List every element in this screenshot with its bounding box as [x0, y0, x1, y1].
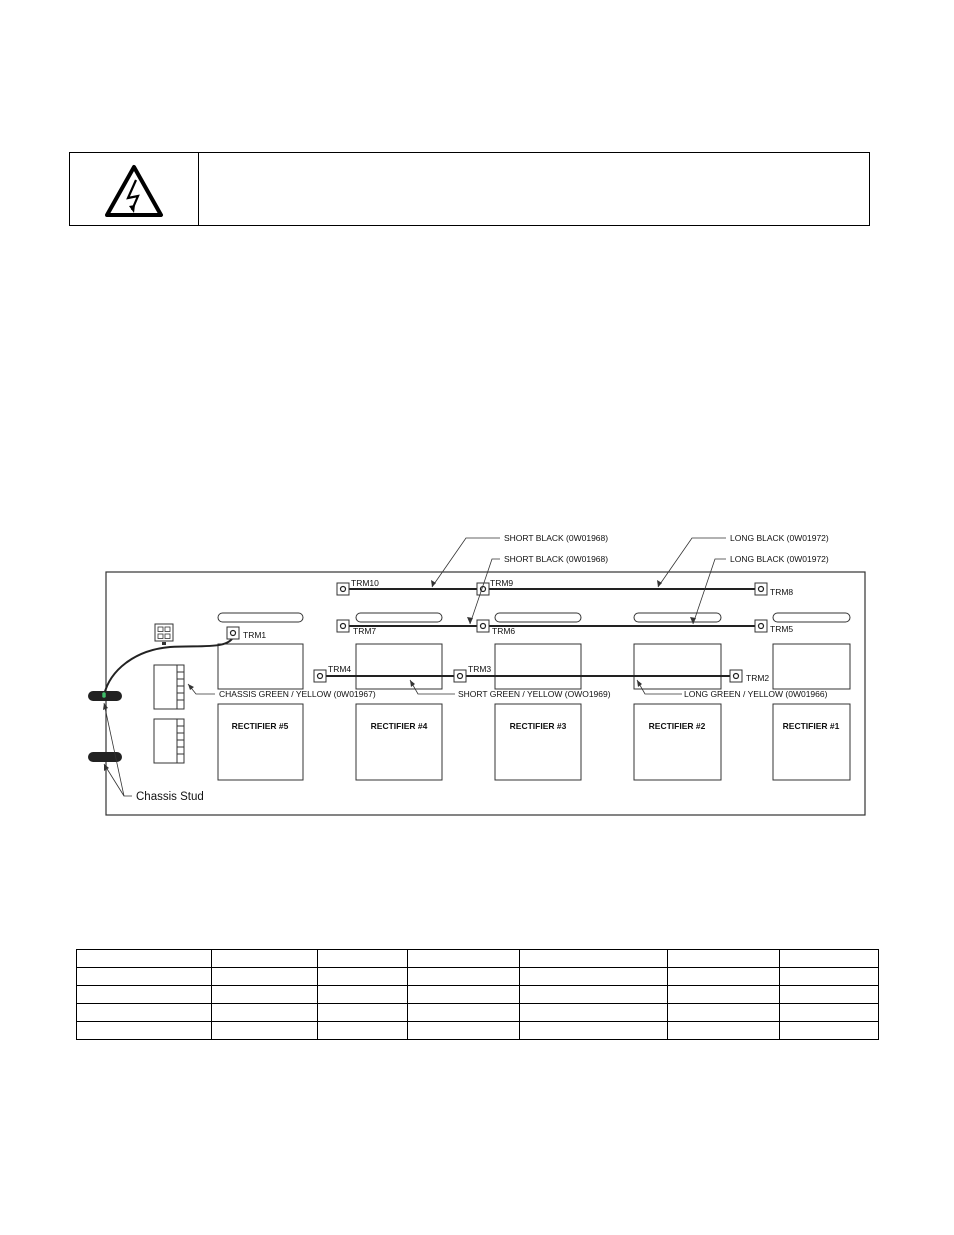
rectifier-1-box [773, 704, 850, 780]
rectifier-3-box [495, 704, 581, 780]
table-row [77, 1022, 879, 1040]
warning-icon-cell [70, 153, 199, 225]
rectifier-2-label: RECTIFIER #2 [648, 721, 706, 731]
callout-chassis-green-yellow: CHASSIS GREEN / YELLOW (0W01967) [219, 689, 376, 699]
bus-slot-4 [356, 613, 442, 622]
trm6-label: TRM6 [492, 626, 516, 636]
trm2-label: TRM2 [746, 673, 770, 683]
rectifier-wiring-diagram [0, 500, 954, 830]
empty-table [76, 949, 879, 1040]
terminal-strip-upper [154, 665, 184, 709]
callout-short-green-yellow: SHORT GREEN / YELLOW (OWO1969) [458, 689, 611, 699]
bus-slot-2 [634, 613, 721, 622]
bus-slot-3 [495, 613, 581, 622]
upper-compartment-5 [218, 644, 303, 689]
rectifier-3-label: RECTIFIER #3 [509, 721, 567, 731]
chassis-stud-lower [88, 752, 122, 762]
callout-short-black-mid: SHORT BLACK (0W01968) [504, 554, 609, 564]
upper-compartment-3 [495, 644, 581, 689]
trm10-label: TRM10 [351, 578, 379, 588]
high-voltage-icon [103, 163, 165, 219]
table-row [77, 950, 879, 968]
table-row [77, 968, 879, 986]
rectifier-4-label: RECTIFIER #4 [370, 721, 428, 731]
rectifier-5-box [218, 704, 303, 780]
table-row [77, 1004, 879, 1022]
trm8-label: TRM8 [770, 587, 794, 597]
rectifier-1-label: RECTIFIER #1 [782, 721, 840, 731]
upper-compartment-1 [773, 644, 850, 689]
warning-box [69, 152, 870, 226]
warning-text [199, 153, 869, 225]
upper-compartment-4 [356, 644, 442, 689]
rectifier-4-box [356, 704, 442, 780]
callout-long-black-mid: LONG BLACK (0W01972) [730, 554, 829, 564]
trm9-label: TRM9 [490, 578, 514, 588]
upper-compartment-2 [634, 644, 721, 689]
callout-short-black-top: SHORT BLACK (0W01968) [504, 533, 609, 543]
terminal-strip-lower [154, 719, 184, 763]
callout-long-black-top: LONG BLACK (0W01972) [730, 533, 829, 543]
rectifier-2-box [634, 704, 721, 780]
bus-slot-1 [773, 613, 850, 622]
callout-chassis-stud: Chassis Stud [136, 791, 204, 803]
rectifier-5-label: RECTIFIER #5 [231, 721, 289, 731]
table-row [77, 986, 879, 1004]
trm3-label: TRM3 [468, 664, 492, 674]
trm4-label: TRM4 [328, 664, 352, 674]
callout-long-green-yellow: LONG GREEN / YELLOW (0W01966) [684, 689, 828, 699]
trm5-label: TRM5 [770, 624, 794, 634]
bus-slot-5 [218, 613, 303, 622]
trm1-label: TRM1 [243, 630, 267, 640]
trm7-label: TRM7 [353, 626, 377, 636]
